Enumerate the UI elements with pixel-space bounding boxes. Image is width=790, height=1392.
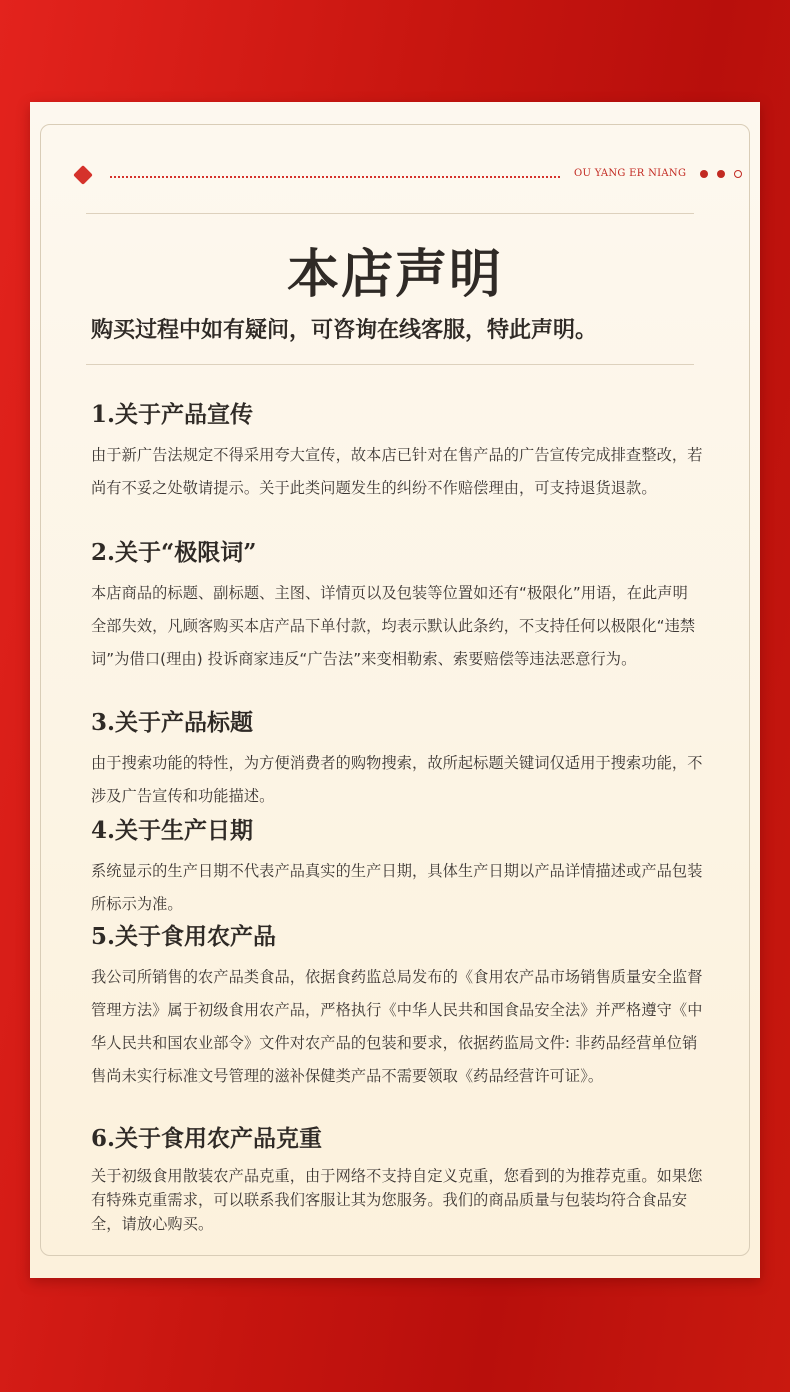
section-body: 由于新广告法规定不得采用夸大宣传，故本店已针对在售产品的广告宣传完成排查整改，若尚有不妥之处敬请提示。关于此类问题发生的纠纷不作赔偿理由，可支持退货退款。 <box>91 446 703 497</box>
section-body: 由于搜索功能的特性，为方便消费者的购物搜索，故所起标题关键词仅适用于搜索功能，不涉及广告宣传和功能描述。 <box>91 754 703 805</box>
section-body: 本店商品的标题、副标题、主图、详情页以及包装等位置如还有“极限化”用语，在此声明全部失效，凡顾客购买本店产品下单付款，均表示默认此条约，不支持任何以极限化“违禁词”为借口(理由) 投诉商家违反“广告法”来变相勒索、索要赔偿等违法恶意行为。 <box>91 584 696 668</box>
section-title: 1.关于产品宣传 <box>91 401 254 428</box>
section-edible-agricultural-products <box>91 922 703 1093</box>
section-title: 4.关于生产日期 <box>91 817 254 844</box>
dot-icon <box>700 170 708 178</box>
section-title: 6.关于食用农产品克重 <box>91 1125 323 1152</box>
section-title: 3.关于产品标题 <box>91 709 254 736</box>
dot-icon <box>717 170 725 178</box>
section-extreme-words <box>91 538 703 676</box>
section-product-weight <box>91 1124 703 1236</box>
section-body: 我公司所销售的农产品类食品，依据食药监总局发布的《食用农产品市场销售质量安全监督管理方法》属于初级食用农产品，严格执行《中华人民共和国食品安全法》并严格遵守《中华人民共和国农业部令》文件对农产品的包装和要求，依据药监局文件: 非药品经营单位销售尚未实行标准文号管理的滋补保健类产品不需要领取《药品经营许可证》。 <box>91 968 703 1085</box>
section-production-date <box>91 816 703 921</box>
brand-text: OU YANG ER NIANG <box>574 168 687 179</box>
decorative-top-bar <box>76 166 708 186</box>
ring-icon <box>734 170 742 178</box>
dotted-divider <box>110 176 560 178</box>
section-title: 2.关于“极限词” <box>91 539 257 566</box>
divider <box>86 364 694 365</box>
section-title: 5.关于食用农产品 <box>91 923 277 950</box>
diamond-icon <box>73 165 93 185</box>
section-product-promotion <box>91 400 703 505</box>
page-title: 本店声明 <box>286 244 503 305</box>
divider <box>86 213 694 214</box>
section-body: 系统显示的生产日期不代表产品真实的生产日期，具体生产日期以产品详情描述或产品包装所标示为准。 <box>91 862 703 913</box>
section-product-title <box>91 708 703 813</box>
statement-card <box>30 102 760 1278</box>
section-body: 关于初级食用散装农产品克重，由于网络不支持自定义克重，您看到的为推荐克重。如果您有特殊克重需求，可以联系我们客服让其为您服务。我们的商品质量与包装均符合食品安全，请放心购买。 <box>91 1167 703 1233</box>
page-subtitle: 购买过程中如有疑问，可咨询在线客服，特此声明。 <box>91 317 598 343</box>
